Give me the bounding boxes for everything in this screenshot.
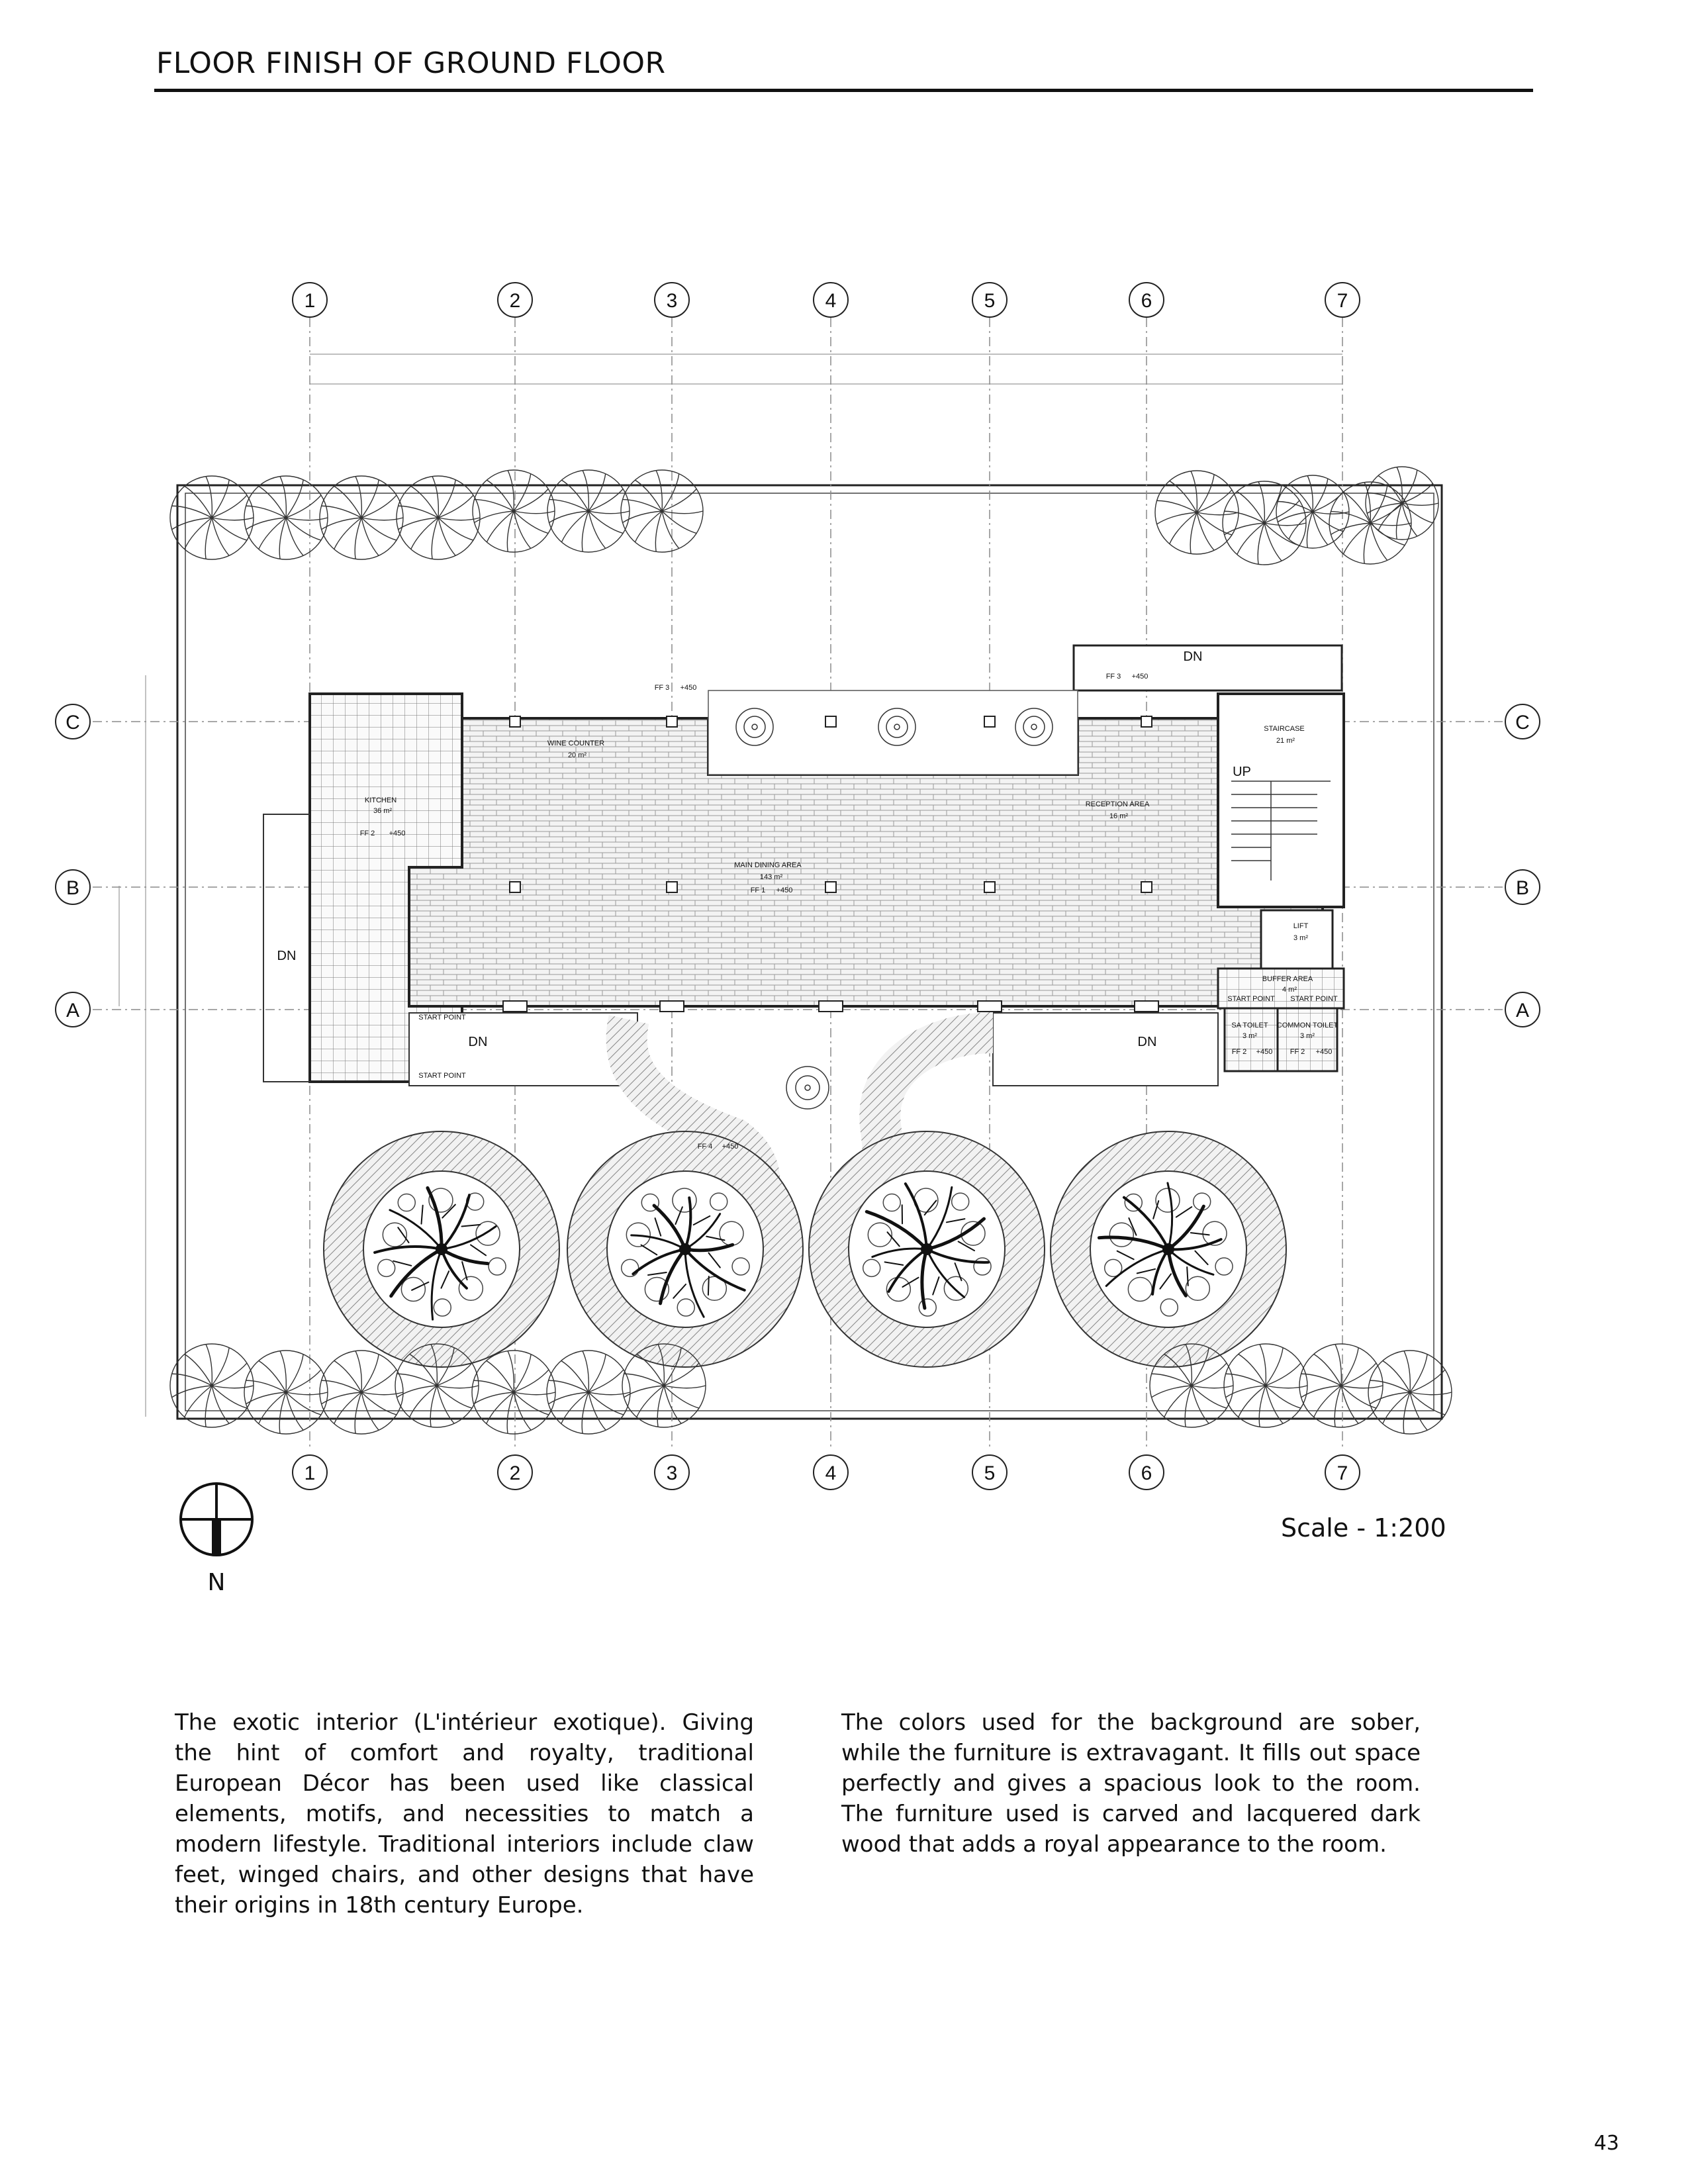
svg-text:6: 6 <box>1141 290 1152 312</box>
svg-text:1: 1 <box>304 290 316 312</box>
structural-column <box>503 1001 527 1012</box>
garden-seat <box>710 1193 727 1210</box>
garden-seat <box>883 1194 900 1211</box>
garden-seat <box>378 1259 395 1276</box>
scale-label: Scale - 1:200 <box>1281 1513 1446 1543</box>
tree-icon <box>1366 467 1438 540</box>
grid-bubble-top-4 <box>814 283 848 317</box>
grid-bubble-left-B <box>56 870 90 904</box>
garden-seat <box>673 1188 696 1212</box>
body-paragraph-1: The exotic interior (L'intérieur exotique). Giving the hint of comfort and royalty, traditional European Décor has been used like classical elements, motifs, and necessities to match a modern lifestyle. Traditional interiors include claw feet, winged chairs, and other designs that have their origins in 18th century Europe. <box>175 1709 754 1919</box>
room-wine-counter: WINE COUNTER <box>547 739 605 747</box>
lower-step-right <box>993 1013 1218 1086</box>
garden-seat <box>489 1258 506 1275</box>
svg-text:4: 4 <box>825 290 837 312</box>
room-common-toilet: COMMON TOILET <box>1276 1021 1338 1029</box>
garden-seat <box>974 1258 991 1275</box>
structural-column <box>510 882 520 892</box>
tree-icon <box>1155 471 1239 554</box>
svg-text:6: 6 <box>1141 1462 1152 1484</box>
svg-text:2: 2 <box>509 1462 521 1484</box>
room-reception: RECEPTION AREA <box>1085 800 1150 808</box>
tree-icon <box>1329 482 1411 564</box>
tag-ff3: FF 3 <box>654 684 670 692</box>
start-point-4: START POINT <box>1290 995 1338 1003</box>
tree-icon <box>397 476 480 559</box>
garden-seat <box>1156 1188 1180 1212</box>
room-main-dining: MAIN DINING AREA <box>734 861 802 869</box>
structural-column <box>667 716 677 727</box>
svg-text:3 m²: 3 m² <box>1293 934 1308 942</box>
garden-seat <box>1128 1277 1152 1301</box>
garden-seat <box>434 1299 451 1316</box>
svg-text:C: C <box>66 712 80 734</box>
room-lift: LIFT <box>1293 922 1309 930</box>
svg-text:2: 2 <box>509 290 521 312</box>
svg-text:3: 3 <box>666 1462 678 1484</box>
garden-dining-ring <box>324 1131 559 1367</box>
svg-text:5: 5 <box>984 290 996 312</box>
tree-icon <box>170 1344 254 1427</box>
grid-bubble-bottom-1 <box>293 1455 327 1490</box>
structural-column <box>667 882 677 892</box>
garden-seat <box>1109 1223 1133 1247</box>
svg-text:3 m²: 3 m² <box>1300 1032 1315 1040</box>
svg-text:B: B <box>66 877 80 899</box>
tree-icon <box>320 476 403 559</box>
svg-text:21 m²: 21 m² <box>1276 737 1295 745</box>
structural-column <box>984 882 995 892</box>
grid-bubble-right-B <box>1505 870 1540 904</box>
garden-seat <box>1215 1258 1233 1275</box>
svg-text:5: 5 <box>984 1462 996 1484</box>
grid-bubble-left-C <box>56 704 90 739</box>
start-point-1: START POINT <box>418 1014 466 1021</box>
svg-text:4 m²: 4 m² <box>1282 986 1297 994</box>
svg-text:+450: +450 <box>1131 673 1149 681</box>
tag-ff4: FF 4 <box>697 1143 713 1151</box>
svg-text:3 m²: 3 m² <box>1243 1032 1257 1040</box>
svg-text:36 m²: 36 m² <box>373 807 393 815</box>
garden-dining-ring <box>809 1131 1045 1367</box>
room-buffer: BUFFER AREA <box>1262 975 1313 983</box>
structural-column <box>819 1001 843 1012</box>
tree-icon <box>1368 1351 1452 1434</box>
garden-seat <box>720 1221 743 1245</box>
start-point-2: START POINT <box>418 1072 466 1080</box>
grid-bubble-top-2 <box>498 283 532 317</box>
svg-text:20 m²: 20 m² <box>567 751 587 759</box>
garden-seat <box>1186 1276 1209 1300</box>
svg-text:+450: +450 <box>1256 1048 1273 1056</box>
garden-seat <box>863 1259 880 1276</box>
svg-text:A: A <box>66 1000 80 1021</box>
svg-text:3: 3 <box>666 290 678 312</box>
structural-column <box>825 882 836 892</box>
grid-bubble-right-C <box>1505 704 1540 739</box>
garden-seat <box>919 1299 936 1316</box>
tree-icon <box>1299 1344 1383 1427</box>
svg-text:+450: +450 <box>1315 1048 1333 1056</box>
dn-right: DN <box>1137 1035 1157 1049</box>
svg-text:7: 7 <box>1336 1462 1348 1484</box>
room-staircase: STAIRCASE <box>1264 725 1305 733</box>
tree-icon <box>547 1351 630 1434</box>
grid-bubble-top-3 <box>655 283 689 317</box>
structural-column <box>1141 882 1152 892</box>
grid-bubble-bottom-6 <box>1129 1455 1164 1490</box>
tree-icon <box>473 470 555 552</box>
tree-icon <box>244 1351 328 1434</box>
garden-seat <box>868 1223 892 1247</box>
svg-text:C: C <box>1515 712 1530 734</box>
garden-seat <box>398 1194 415 1211</box>
up-stair: UP <box>1233 765 1251 779</box>
garden-dining-ring <box>1051 1131 1286 1367</box>
dn-entrance: DN <box>1183 649 1203 664</box>
structural-column <box>510 716 520 727</box>
garden-dining-ring <box>567 1131 803 1367</box>
garden-seat <box>1160 1299 1178 1316</box>
room-sa-toilet: SA TOILET <box>1231 1021 1268 1029</box>
garden-seat <box>732 1258 749 1275</box>
svg-text:FF 2: FF 2 <box>1289 1048 1305 1056</box>
svg-text:FF 1: FF 1 <box>750 886 766 894</box>
svg-text:7: 7 <box>1336 290 1348 312</box>
grid-bubble-left-A <box>56 992 90 1027</box>
tree-icon <box>547 470 630 552</box>
tree-icon <box>320 1351 403 1434</box>
tag-ff3-entrance: FF 3 <box>1105 673 1121 681</box>
structural-column <box>660 1001 684 1012</box>
svg-text:16 m²: 16 m² <box>1109 812 1129 820</box>
page-title: FLOOR FINISH OF GROUND FLOOR <box>156 46 666 80</box>
room-kitchen: KITCHEN <box>364 796 397 804</box>
tree-icon <box>244 476 328 559</box>
svg-text:FF 2: FF 2 <box>1231 1048 1247 1056</box>
structural-column <box>978 1001 1002 1012</box>
structural-column <box>984 716 995 727</box>
grid-bubble-bottom-3 <box>655 1455 689 1490</box>
grid-bubble-top-1 <box>293 283 327 317</box>
page-number: 43 <box>1593 2132 1619 2155</box>
tree-icon <box>472 1351 555 1434</box>
structural-column <box>1135 1001 1158 1012</box>
garden-seat <box>677 1299 694 1316</box>
entrance-upper-deck <box>1074 645 1342 690</box>
dn-left: DN <box>468 1035 488 1049</box>
grid-bubble-bottom-5 <box>972 1455 1007 1490</box>
svg-text:B: B <box>1515 877 1530 899</box>
svg-text:4: 4 <box>825 1462 837 1484</box>
structural-column <box>1141 716 1152 727</box>
dn-kitchen: DN <box>277 949 297 963</box>
garden-seat <box>952 1193 969 1210</box>
tree-icon <box>1224 1344 1307 1427</box>
svg-text:+450: +450 <box>776 886 793 894</box>
body-paragraph-2: The colors used for the background are sober, while the furniture is extravagant. It fills out space perfectly and gives a spacious look to the room. The furniture used is carved and lacquered dark wood that adds a royal appearance to the room. <box>841 1709 1421 1858</box>
grid-bubble-top-7 <box>1325 283 1360 317</box>
svg-text:+450: +450 <box>722 1143 739 1151</box>
garden-seat <box>459 1276 483 1300</box>
svg-text:+450: +450 <box>389 830 406 837</box>
start-point-3: START POINT <box>1227 995 1275 1003</box>
tree-icon <box>621 470 703 552</box>
grid-bubble-top-6 <box>1129 283 1164 317</box>
svg-text:FF 2: FF 2 <box>359 830 375 837</box>
svg-text:1: 1 <box>304 1462 316 1484</box>
structural-column <box>825 716 836 727</box>
grid-bubble-top-5 <box>972 283 1007 317</box>
svg-text:+450: +450 <box>680 684 697 692</box>
grid-bubble-bottom-7 <box>1325 1455 1360 1490</box>
garden-seat <box>622 1259 639 1276</box>
grid-bubble-bottom-2 <box>498 1455 532 1490</box>
svg-text:143 m²: 143 m² <box>759 873 783 881</box>
grid-bubble-right-A <box>1505 992 1540 1027</box>
north-label: N <box>207 1569 226 1596</box>
tree-icon <box>170 476 254 559</box>
svg-text:A: A <box>1515 1000 1530 1021</box>
grid-bubble-bottom-4 <box>814 1455 848 1490</box>
tree-icon <box>1223 481 1306 565</box>
